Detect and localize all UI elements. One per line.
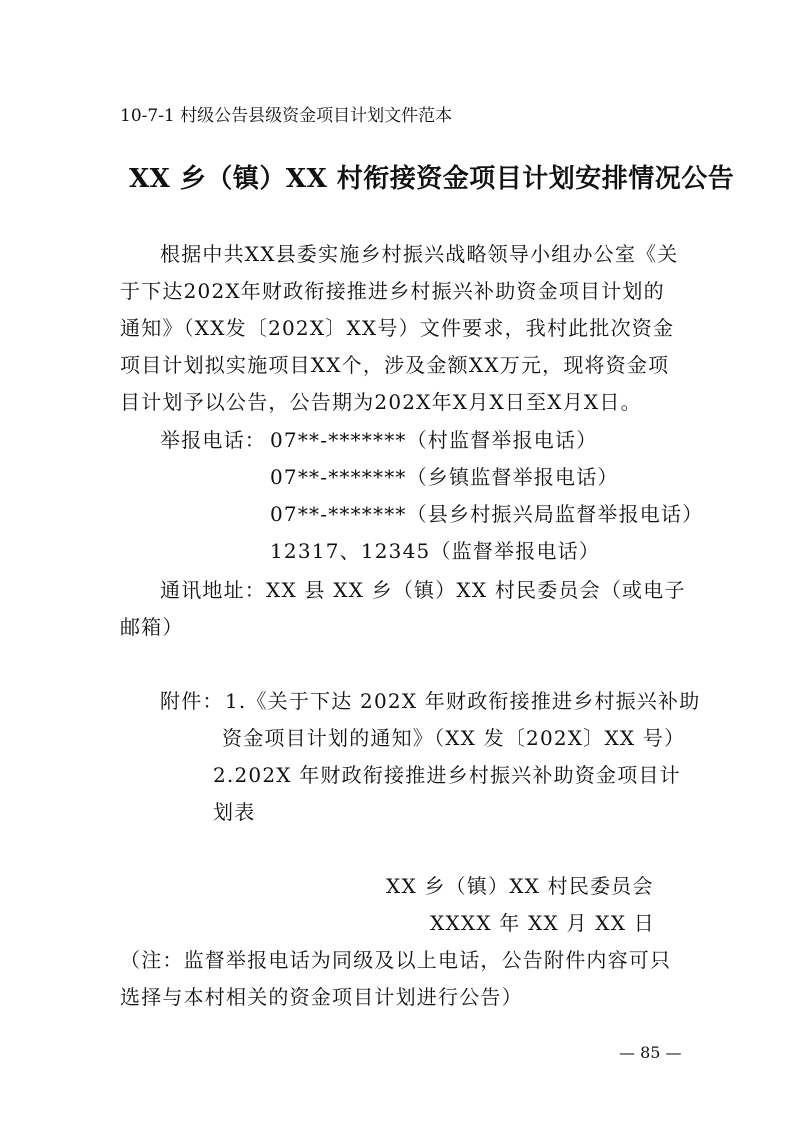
signature-date: XXXX 年 XX 月 XX 日 [430,911,655,935]
page-title: XX 乡（镇）XX 村衔接资金项目计划安排情况公告 [129,164,735,194]
hotline-item: 07**-*******（村监督举报电话） [270,428,598,452]
attachment-1-line-2: 资金项目计划的通知》（XX 发〔202X〕XX 号） [222,726,686,750]
note-line-1: （注：监督举报电话为同级及以上电话，公告附件内容可只 [120,948,672,972]
intro-line-1: 根据中共XX县委实施乡村振兴战略领导小组办公室《关 [160,242,679,266]
attachment-2-line-2: 划表 [213,800,256,824]
hotline-label: 举报电话： [160,428,266,452]
hotline-item: 07**-*******（县乡村振兴局监督举报电话） [270,502,704,526]
intro-line-2: 于下达202X年财政衔接推进乡村振兴补助资金项目计划的 [120,279,665,303]
attachments-label: 附件： [160,689,224,713]
section-label: 10-7-1 村级公告县级资金项目计划文件范本 [120,106,453,126]
signature-org: XX 乡（镇）XX 村民委员会 [386,874,654,898]
intro-line-5: 目计划予以公告，公告期为202X年X月X日至X月X日。 [120,390,642,414]
intro-line-3: 通知》（XX发〔202X〕XX号）文件要求，我村此批次资金 [120,316,675,340]
address-line-2: 邮箱） [120,615,184,639]
hotline-item: 12317、12345（监督举报电话） [270,539,601,563]
hotline-item: 07**-*******（乡镇监督举报电话） [270,465,619,489]
intro-line-4: 项目计划拟实施项目XX个，涉及金额XX万元，现将资金项 [120,353,670,377]
attachment-1-line-1: 1.《关于下达 202X 年财政衔接推进乡村振兴补助 [225,689,701,713]
attachment-2-line-1: 2.202X 年财政衔接推进乡村振兴补助资金项目计 [213,763,681,787]
address-line-1: 通讯地址：XX 县 XX 乡（镇）XX 村民委员会（或电子 [160,578,686,602]
page-number: — 85 — [619,1043,682,1062]
note-line-2: 选择与本村相关的资金项目计划进行公告） [120,985,523,1009]
